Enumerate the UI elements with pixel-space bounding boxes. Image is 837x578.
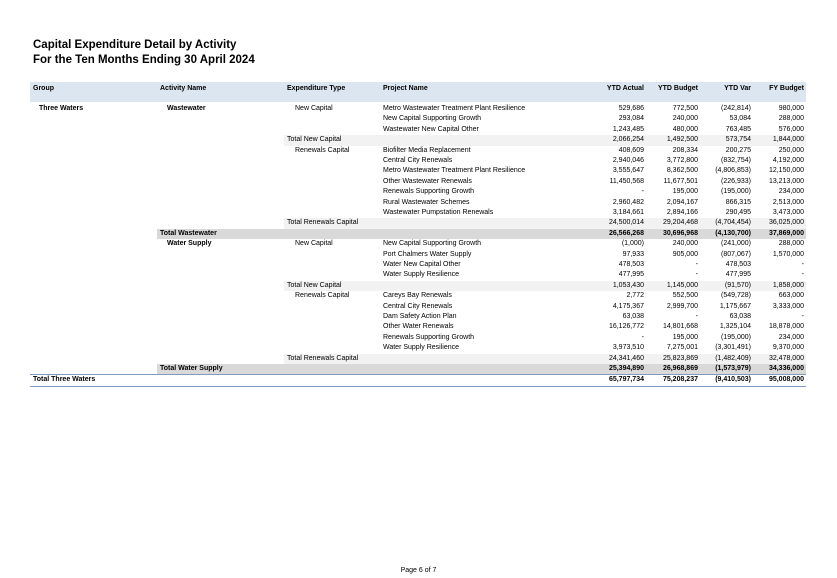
cell-project: Central City Renewals bbox=[383, 302, 453, 310]
cell-fy-budget: 980,000 bbox=[778, 105, 804, 112]
cell-ytd-var: (549,728) bbox=[721, 292, 751, 300]
cell-fy-budget: 288,000 bbox=[778, 240, 804, 248]
cell-ytd-budget: 14,801,668 bbox=[662, 323, 698, 331]
table-row bbox=[30, 218, 806, 228]
cell-ytd-actual: 2,940,046 bbox=[612, 157, 644, 164]
cell-fy-budget: 9,370,000 bbox=[772, 344, 804, 352]
table-row bbox=[30, 187, 806, 197]
col-header-group: Group bbox=[33, 85, 54, 92]
table-row bbox=[30, 208, 806, 218]
cell-ytd-budget: 8,362,500 bbox=[666, 167, 698, 175]
cell-expenditure: Total Renewals Capital bbox=[287, 354, 359, 362]
cell-activity: Wastewater bbox=[167, 105, 206, 112]
cell-ytd-budget: 11,677,501 bbox=[663, 177, 698, 185]
table-row bbox=[30, 229, 806, 239]
table-header bbox=[30, 82, 806, 102]
cell-ytd-var: (1,573,979) bbox=[715, 365, 751, 372]
cell-ytd-var: 1,325,104 bbox=[719, 323, 751, 331]
cell-ytd-var: 53,084 bbox=[729, 115, 751, 123]
cell-ytd-actual: 478,503 bbox=[618, 261, 644, 268]
cell-ytd-var: 477,995 bbox=[725, 271, 751, 279]
cell-ytd-var: (242,814) bbox=[721, 105, 751, 112]
table-row bbox=[30, 291, 806, 301]
cell-ytd-budget: - bbox=[695, 271, 698, 279]
cell-project: Biofilter Media Replacement bbox=[383, 146, 471, 154]
cell-fy-budget: - bbox=[801, 313, 804, 320]
cell-project: New Capital Supporting Growth bbox=[383, 240, 482, 248]
cell-ytd-var: (9,410,503) bbox=[715, 376, 751, 384]
cell-ytd-var: (832,754) bbox=[721, 157, 751, 164]
cell-ytd-budget: 208,334 bbox=[672, 146, 698, 154]
cell-ytd-actual: 1,243,485 bbox=[612, 125, 644, 133]
cell-project: Port Chalmers Water Supply bbox=[383, 250, 472, 258]
cell-ytd-budget: 772,500 bbox=[672, 105, 698, 112]
cell-ytd-actual: 11,450,568 bbox=[609, 177, 644, 185]
cell-ytd-actual: 16,126,772 bbox=[608, 323, 644, 331]
cell-ytd-actual: 24,500,014 bbox=[608, 219, 644, 227]
cell-expenditure: Renewals Capital bbox=[295, 146, 350, 154]
cell-fy-budget: 288,000 bbox=[778, 115, 804, 123]
cell-fy-budget: 1,570,000 bbox=[772, 250, 804, 258]
cell-project: Wastewater New Capital Other bbox=[383, 125, 479, 133]
cell-ytd-var: 290,495 bbox=[725, 209, 751, 216]
cell-fy-budget: 3,473,000 bbox=[772, 209, 804, 216]
cell-ytd-budget: 195,000 bbox=[672, 188, 698, 196]
cell-fy-budget: 34,336,000 bbox=[768, 365, 804, 372]
cell-project: Water Supply Resilience bbox=[383, 344, 459, 352]
cell-fy-budget: 12,150,000 bbox=[768, 167, 804, 175]
table-row bbox=[30, 114, 806, 124]
cell-fy-budget: 95,008,000 bbox=[768, 376, 804, 384]
cell-project: Other Water Renewals bbox=[383, 323, 454, 331]
cell-ytd-actual: (1,000) bbox=[621, 240, 644, 248]
page-number: Page 6 of 7 bbox=[400, 567, 437, 574]
cell-ytd-actual: 477,995 bbox=[618, 271, 644, 279]
cell-fy-budget: 234,000 bbox=[778, 333, 804, 341]
cell-ytd-actual: 24,341,460 bbox=[608, 354, 644, 362]
cell-ytd-actual: 529,686 bbox=[618, 105, 644, 112]
col-header-activity: Activity Name bbox=[160, 85, 207, 92]
cell-ytd-budget: 905,000 bbox=[672, 250, 698, 258]
cell-expenditure: Total New Capital bbox=[287, 136, 342, 144]
cell-activity: Water Supply bbox=[167, 240, 212, 248]
cell-ytd-budget: 7,275,001 bbox=[666, 344, 698, 352]
cell-ytd-var: 763,485 bbox=[725, 125, 751, 133]
col-header-ytd-actual: YTD Actual bbox=[606, 85, 644, 92]
cell-ytd-budget: 26,968,869 bbox=[662, 365, 698, 372]
table-row bbox=[30, 374, 806, 386]
cell-project: Renewals Supporting Growth bbox=[383, 333, 475, 341]
cell-fy-budget: 2,513,000 bbox=[772, 198, 804, 206]
cell-fy-budget: 32,478,000 bbox=[768, 354, 804, 362]
cell-ytd-actual: 63,038 bbox=[622, 313, 644, 320]
cell-fy-budget: 36,025,000 bbox=[768, 219, 804, 227]
cell-ytd-var: (241,000) bbox=[721, 240, 751, 248]
cell-ytd-budget: 1,145,000 bbox=[666, 281, 698, 289]
cell-group: Three Waters bbox=[39, 105, 84, 112]
cell-activity: Total Wastewater bbox=[160, 229, 217, 237]
cell-fy-budget: - bbox=[801, 271, 804, 279]
table-row bbox=[30, 322, 806, 332]
cell-ytd-budget: 195,000 bbox=[672, 333, 698, 341]
cell-project: Other Wastewater Renewals bbox=[383, 177, 472, 185]
cell-fy-budget: 1,844,000 bbox=[772, 136, 804, 144]
report-title bbox=[33, 38, 255, 68]
cell-ytd-budget: 2,094,167 bbox=[666, 198, 698, 206]
cell-ytd-actual: 3,973,510 bbox=[612, 344, 644, 352]
cell-ytd-actual: 408,609 bbox=[618, 146, 644, 154]
cell-ytd-var: (807,067) bbox=[721, 250, 751, 258]
cell-ytd-var: (195,000) bbox=[721, 188, 751, 196]
cell-ytd-var: 1,175,667 bbox=[719, 302, 751, 310]
cell-ytd-var: (4,806,853) bbox=[715, 167, 751, 175]
cell-ytd-actual: 3,184,661 bbox=[612, 209, 644, 216]
col-header-ytd-var: YTD Var bbox=[724, 85, 751, 92]
cell-ytd-budget: 75,208,237 bbox=[662, 376, 698, 384]
cell-ytd-budget: - bbox=[695, 313, 698, 320]
cell-ytd-budget: 2,894,166 bbox=[666, 209, 698, 216]
cell-project: New Capital Supporting Growth bbox=[383, 115, 482, 123]
cell-ytd-var: (1,482,409) bbox=[715, 354, 751, 362]
table-row bbox=[30, 198, 806, 208]
cell-fy-budget: 663,000 bbox=[778, 292, 804, 300]
cell-expenditure: Total New Capital bbox=[287, 281, 342, 289]
cell-fy-budget: 234,000 bbox=[778, 188, 804, 196]
cell-ytd-var: 866,315 bbox=[725, 198, 751, 206]
cell-fy-budget: 18,878,000 bbox=[768, 323, 804, 331]
report-title-line1: Capital Expenditure Detail by Activity bbox=[33, 39, 237, 51]
cell-ytd-actual: 293,084 bbox=[618, 115, 644, 123]
cell-fy-budget: 3,333,000 bbox=[772, 302, 804, 310]
cell-ytd-actual: 97,933 bbox=[622, 250, 644, 258]
cell-fy-budget: 4,192,000 bbox=[772, 157, 804, 164]
table-row bbox=[30, 364, 806, 374]
cell-ytd-budget: 3,772,800 bbox=[666, 157, 698, 164]
table-row bbox=[30, 270, 806, 280]
cell-ytd-actual: - bbox=[641, 188, 644, 196]
table-row bbox=[30, 260, 806, 270]
report-title-line2: For the Ten Months Ending 30 April 2024 bbox=[33, 54, 255, 66]
table-row bbox=[30, 104, 806, 114]
cell-ytd-budget: 29,204,468 bbox=[662, 219, 698, 227]
cell-project: Renewals Supporting Growth bbox=[383, 188, 475, 196]
cell-expenditure: New Capital bbox=[295, 105, 333, 112]
cell-ytd-actual: 2,960,482 bbox=[612, 198, 644, 206]
table-row bbox=[30, 343, 806, 353]
cell-ytd-budget: 1,492,500 bbox=[666, 136, 698, 144]
cell-ytd-var: 200,275 bbox=[725, 146, 751, 154]
cell-project: Wastewater Pumpstation Renewals bbox=[383, 209, 494, 216]
table-row bbox=[30, 250, 806, 260]
cell-group: Total Three Waters bbox=[33, 376, 96, 384]
cell-fy-budget: 1,858,000 bbox=[772, 281, 804, 289]
table-row bbox=[30, 125, 806, 135]
table-row bbox=[30, 146, 806, 156]
col-header-fy-budget: FY Budget bbox=[769, 85, 804, 92]
cell-ytd-budget: 480,000 bbox=[672, 125, 698, 133]
cell-ytd-var: (91,570) bbox=[724, 281, 751, 289]
cell-ytd-var: (4,704,454) bbox=[715, 219, 751, 227]
cell-fy-budget: 250,000 bbox=[778, 146, 804, 154]
table-row bbox=[30, 333, 806, 343]
table-row bbox=[30, 177, 806, 187]
cell-project: Water New Capital Other bbox=[383, 261, 461, 268]
cell-expenditure: New Capital bbox=[295, 240, 333, 248]
col-header-expenditure: Expenditure Type bbox=[287, 85, 346, 92]
cell-ytd-actual: 3,555,647 bbox=[612, 167, 644, 175]
cell-ytd-budget: 25,823,869 bbox=[662, 354, 698, 362]
cell-ytd-var: (4,130,700) bbox=[715, 229, 751, 237]
table-row bbox=[30, 239, 806, 249]
cell-project: Dam Safety Action Plan bbox=[383, 313, 457, 320]
cell-ytd-budget: - bbox=[695, 261, 698, 268]
cell-project: Central City Renewals bbox=[383, 157, 453, 164]
cell-ytd-var: 63,038 bbox=[729, 313, 751, 320]
cell-fy-budget: 37,869,000 bbox=[768, 229, 804, 237]
cell-fy-budget: 13,213,000 bbox=[768, 177, 804, 185]
table-row bbox=[30, 156, 806, 166]
cell-project: Careys Bay Renewals bbox=[383, 292, 452, 300]
cell-ytd-actual: 65,797,734 bbox=[608, 376, 644, 384]
cell-ytd-budget: 552,500 bbox=[672, 292, 698, 300]
cell-project: Metro Wastewater Treatment Plant Resilience bbox=[383, 167, 526, 175]
table-row bbox=[30, 312, 806, 322]
col-header-project: Project Name bbox=[383, 85, 428, 92]
cell-project: Water Supply Resilience bbox=[383, 271, 459, 279]
table-row bbox=[30, 354, 806, 364]
cell-fy-budget: - bbox=[801, 261, 804, 268]
cell-ytd-budget: 30,696,968 bbox=[662, 229, 698, 237]
cell-ytd-budget: 2,999,700 bbox=[666, 302, 698, 310]
table-row bbox=[30, 281, 806, 291]
cell-ytd-var: 478,503 bbox=[725, 261, 751, 268]
cell-ytd-actual: 26,566,268 bbox=[608, 229, 644, 237]
cell-expenditure: Renewals Capital bbox=[295, 292, 350, 300]
table-row bbox=[30, 166, 806, 176]
cell-ytd-var: 573,754 bbox=[725, 136, 751, 144]
cell-ytd-var: (3,301,491) bbox=[715, 344, 751, 352]
cell-ytd-actual: 1,053,430 bbox=[612, 281, 644, 289]
col-header-ytd-budget: YTD Budget bbox=[657, 85, 698, 92]
cell-ytd-budget: 240,000 bbox=[672, 115, 698, 123]
cell-ytd-actual: 4,175,367 bbox=[612, 302, 644, 310]
cell-project: Rural Wastewater Schemes bbox=[383, 198, 470, 206]
table-row bbox=[30, 135, 806, 145]
cell-project: Metro Wastewater Treatment Plant Resilience bbox=[383, 105, 526, 112]
cell-ytd-actual: 2,066,254 bbox=[612, 136, 644, 144]
cell-ytd-actual: 2,772 bbox=[626, 292, 644, 300]
cell-ytd-actual: 25,394,890 bbox=[608, 365, 644, 372]
cell-ytd-var: (195,000) bbox=[721, 333, 751, 341]
cell-ytd-actual: - bbox=[641, 333, 644, 341]
cell-fy-budget: 576,000 bbox=[778, 125, 804, 133]
cell-activity: Total Water Supply bbox=[160, 365, 223, 372]
table-row bbox=[30, 302, 806, 312]
cell-ytd-var: (226,933) bbox=[721, 177, 751, 185]
cell-expenditure: Total Renewals Capital bbox=[287, 219, 359, 227]
cell-ytd-budget: 240,000 bbox=[672, 240, 698, 248]
